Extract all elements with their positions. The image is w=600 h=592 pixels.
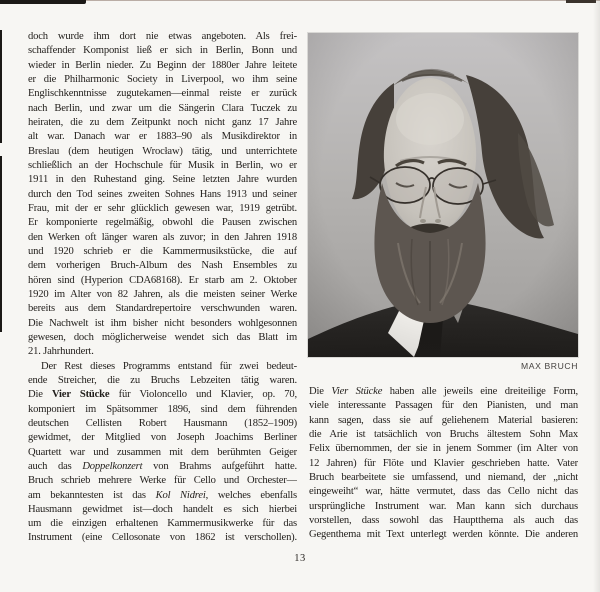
scan-artifact-left-edge <box>0 30 2 143</box>
text-line: er die Philharmonic Society in Liverpool, wo ihm seine <box>28 73 297 85</box>
text-line: bereits aus dem Standardrepertoire verschwunden waren. <box>28 303 297 315</box>
text-line: schaffender Komponist ließ er sich in Berlin, Bonn und <box>28 45 297 57</box>
text-line: Er komponierte regelmäßig, obwohl die Pausen zwischen <box>28 217 297 229</box>
scan-artifact-top-line <box>86 0 600 1</box>
text-line: am bekanntesten ist das Kol Nidrei, welches ebenfalls <box>28 489 297 501</box>
text-line: heiraten, die zu dem Zeitpunkt noch nicht ganz 17 Jahre <box>28 116 297 128</box>
portrait-photo <box>308 33 578 357</box>
text-line: Der Rest dieses Programms entstand für zwei bedeut- <box>41 360 297 372</box>
text-line: durch den Tod seines zweiten Sohnes Hans 1913 und seiner <box>28 188 297 200</box>
text-line: und 1920 schrieb er die Kammermusikstücke, die auf <box>28 245 297 257</box>
text-line: Die Nachwelt ist ihm bisher nicht besonders wohlgesonnen <box>28 317 297 329</box>
text-line: Quartett war und zusammen mit dem berühmten Geiger <box>28 446 297 458</box>
text-line: ende Streicher, die zu Bruchs Lebzeiten tätig waren. <box>28 374 297 386</box>
page-number: 13 <box>294 553 306 564</box>
text-line: ursprüngliche Instrument war. Man kann sich durchaus <box>309 500 578 512</box>
text-line: komponiert im Spätsommer 1896, sind dem führenden <box>28 403 297 415</box>
photo-caption: MAX BRUCH <box>521 361 578 371</box>
text-line: 21. Jahrhundert. <box>28 346 94 358</box>
text-line: hören sind (Hyperion CDA68168). Er starb am 2. Oktober <box>28 274 297 286</box>
text-line: gewidmet, der Mitglied von Joseph Joachims Berliner <box>28 432 297 444</box>
text-line: nach Berlin, und zwar um die Sängerin Clara Tuczek zu <box>28 102 297 114</box>
text-line: 12 Jahren) für Flöte und Klavier geschrieben hatte. Vater <box>309 457 578 469</box>
text-line: Instrument (eine Cellosonate von 1862 ist verschollen). <box>28 532 297 544</box>
text-line: alt war. Danach war er 1883–90 als Musikdirektor in <box>28 131 297 143</box>
text-line: doch wurde ihm dort nie etwas angeboten. Als frei- <box>28 31 297 42</box>
text-line: gewesen, doch möglicherweise wendet sich das Blatt im <box>28 331 297 343</box>
text-line: den Werken oft länger waren als zuvor; in den Jahren 1918 <box>28 231 297 243</box>
text-line: dem vorherigen Bruch-Album des Nash Ensembles zu <box>28 260 297 272</box>
text-line: Hausmann gewidmet ist—doch handelt es sich hierbei <box>28 503 297 515</box>
text-line: deutschen Cellisten Robert Hausmann (1852–1909) <box>28 417 297 429</box>
text-line: Felix übernommen, der sie in jenem Sommer (im Alter von <box>309 443 578 455</box>
text-line: 1920 im Alter von 82 Jahren, als die meisten seiner Werke <box>28 288 297 300</box>
text-line: viele interessante Passagen für den Pianisten, und man <box>309 400 578 412</box>
text-line: 1911 in den Ruhestand ging. Seine letzten Jahre wurden <box>28 174 297 186</box>
right-text-column <box>309 385 578 543</box>
text-line: auch das Doppelkonzert von Brahms aufgeführt hatte. <box>28 460 297 472</box>
text-line: Die Vier Stücke für Violoncello und Klavier, op. 70, <box>28 389 297 401</box>
page-edge-shadow <box>593 0 600 592</box>
left-text-column <box>28 30 297 546</box>
scan-artifact-top-left <box>0 0 86 4</box>
text-line: Gegenthema mit Text unterlegt werden könnte. Die anderen <box>309 529 578 541</box>
max-bruch-portrait-image <box>308 33 578 357</box>
text-line: wieder in Berlin nieder. Zu Beginn der 1880er Jahre leitete <box>28 59 297 71</box>
scan-artifact-left-edge <box>0 156 2 332</box>
text-line: Bruch schrieb mehrere Werke für Cello und Orchester— <box>28 475 297 487</box>
text-line: vorstellen, dass sowohl das Hauptthema als auch das <box>309 514 578 526</box>
text-line: schließlich an der Hochschule für Musik in Berlin, wo er <box>28 159 297 171</box>
text-line: Frau, mit der er sehr glücklich gewesen war, 1919 getrübt. <box>28 202 297 214</box>
text-line: eingeweiht“ war, hätte vermutet, dass das Cello nicht das <box>309 486 578 498</box>
text-line: um die einzigen erhaltenen Kammermusikwerke für das <box>28 518 297 530</box>
text-line: kann sagen, dass sie auf geliehenem Material basieren: <box>309 414 578 426</box>
text-line: Breslau (dem heutigen Wrocław) tätig, und unterrichtete <box>28 145 297 157</box>
scan-artifact-top-right <box>566 0 596 3</box>
text-line: Die Vier Stücke haben alle jeweils eine dreiteilige Form, <box>309 386 578 397</box>
text-line: die Arie ist tatsächlich von Bruchs ältestem Sohn Max <box>309 428 578 440</box>
text-line: Englischkenntnisse zugutekamen—einmal reiste er zurück <box>28 88 297 100</box>
text-line: Bruch bearbeitete sie umfassend, und niemand, der „nicht <box>309 471 578 483</box>
